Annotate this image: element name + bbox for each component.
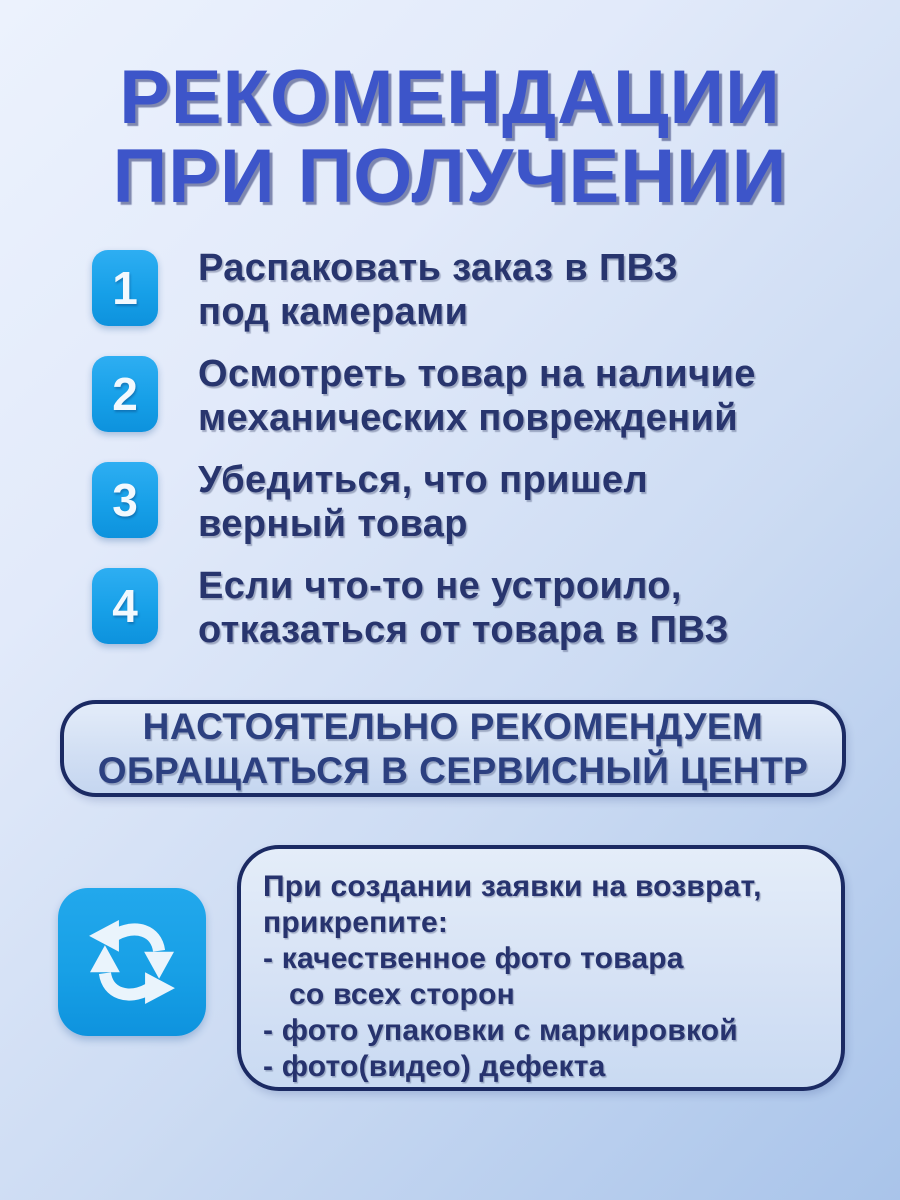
return-instruction-line: прикрепите: bbox=[263, 906, 449, 939]
step-text bbox=[198, 246, 678, 334]
step-text-line: Если что-то не устроило, bbox=[198, 565, 682, 607]
notice-line: ОБРАЩАТЬСЯ В СЕРВИСНЫЙ ЦЕНТР bbox=[97, 749, 809, 791]
page-title-line2: ПРИ ПОЛУЧЕНИИ bbox=[112, 134, 788, 219]
step-text-line: отказаться от товара в ПВЗ bbox=[198, 609, 729, 651]
strong-recommendation-box bbox=[60, 700, 846, 797]
return-instruction-line: При создании заявки на возврат, bbox=[263, 870, 762, 903]
return-instruction-line: со всех сторон bbox=[289, 978, 515, 1011]
step-text bbox=[198, 352, 756, 440]
step-number-badge: 1 bbox=[92, 250, 158, 326]
step-number-badge: 3 bbox=[92, 462, 158, 538]
step-text-line: верный товар bbox=[198, 503, 468, 545]
page-title-line1: РЕКОМЕНДАЦИИ bbox=[119, 55, 781, 140]
notice-line: НАСТОЯТЕЛЬНО РЕКОМЕНДУЕМ bbox=[142, 705, 764, 747]
step-number-badge: 4 bbox=[92, 568, 158, 644]
exchange-arrows-icon bbox=[58, 888, 206, 1036]
return-instructions-box bbox=[237, 845, 845, 1091]
step-text-line: под камерами bbox=[198, 291, 469, 333]
return-instruction-line: - фото(видео) дефекта bbox=[263, 1050, 606, 1083]
step-text-line: Осмотреть товар на наличие bbox=[198, 353, 756, 395]
step-text-line: Убедиться, что пришел bbox=[198, 459, 648, 501]
step-text-line: механических повреждений bbox=[198, 397, 739, 439]
step-text bbox=[198, 458, 648, 546]
return-instruction-line: - качественное фото товара bbox=[263, 942, 684, 975]
step-number-badge: 2 bbox=[92, 356, 158, 432]
step-row-2 bbox=[92, 352, 756, 440]
page-title bbox=[0, 55, 900, 219]
step-text bbox=[198, 564, 729, 652]
step-text-line: Распаковать заказ в ПВЗ bbox=[198, 247, 679, 289]
step-row-1 bbox=[92, 246, 678, 334]
exchange-arrows-glyph bbox=[76, 906, 188, 1018]
return-instruction-line: - фото упаковки с маркировкой bbox=[263, 1014, 738, 1047]
step-row-3 bbox=[92, 458, 648, 546]
step-row-4 bbox=[92, 564, 729, 652]
